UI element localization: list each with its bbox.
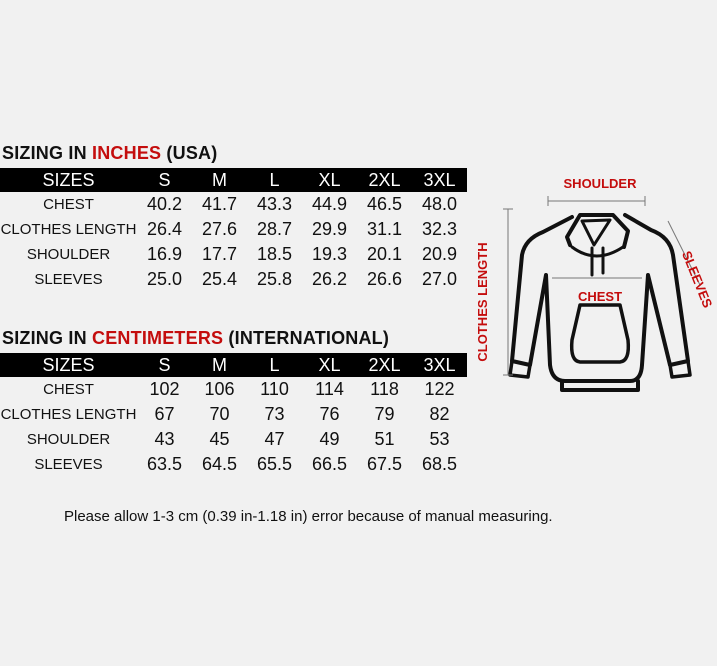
table-cell: 46.5 [366,194,403,214]
header-size-l: L [247,353,302,377]
table-row [0,217,467,242]
table-row [0,242,467,267]
table-cell: 16.9 [146,244,183,264]
table-cell: 45 [209,429,230,449]
table-cell: 106 [204,379,235,399]
inches-title-unit: INCHES [92,143,162,163]
table-row [0,377,467,402]
table-cell: 31.1 [366,219,403,239]
table-cell: 65.5 [256,454,293,474]
table-cell: 68.5 [421,454,458,474]
clothes-length-label: CLOTHES LENGTH [475,242,490,362]
centimeters-size-table [0,353,467,477]
table-cell: 44.9 [311,194,348,214]
header-size-xl: XL [302,353,357,377]
table-row [0,192,467,217]
header-sizes: SIZES [0,168,137,192]
table-cell: 67 [154,404,175,424]
header-size-xl: XL [302,168,357,192]
table-cell: 66.5 [311,454,348,474]
measurement-disclaimer: Please allow 1-3 cm (0.39 in-1.18 in) error because of manual measuring. [64,508,553,525]
row-label-clothes-length: CLOTHES LENGTH [0,406,137,423]
chest-label: CHEST [577,289,623,304]
table-cell: 43.3 [256,194,293,214]
table-cell: 28.7 [256,219,293,239]
row-label-chest: CHEST [43,381,94,398]
hoodie-diagram [470,165,715,397]
header-size-3xl: 3XL [412,353,467,377]
centimeters-title-unit: CENTIMETERS [92,328,224,348]
table-cell: 41.7 [201,194,238,214]
table-cell: 122 [424,379,455,399]
row-label-chest: CHEST [43,196,94,213]
header-size-2xl: 2XL [357,168,412,192]
row-label-sleeves: SLEEVES [34,456,103,473]
shoulder-label: SHOULDER [563,176,637,191]
header-size-m: M [192,168,247,192]
table-cell: 25.4 [201,269,238,289]
table-cell: 27.0 [421,269,458,289]
header-size-2xl: 2XL [357,353,412,377]
table-cell: 82 [429,404,450,424]
centimeters-title-prefix: SIZING IN [2,328,93,348]
sleeves-label: SLEEVES [678,248,715,310]
header-sizes: SIZES [0,353,137,377]
table-cell: 79 [374,404,395,424]
table-cell: 43 [154,429,175,449]
table-cell: 25.8 [256,269,293,289]
table-row [0,452,467,477]
centimeters-header-row [0,353,467,377]
table-cell: 51 [374,429,395,449]
table-cell: 102 [149,379,180,399]
header-size-s: S [137,168,192,192]
header-size-m: M [192,353,247,377]
table-cell: 53 [429,429,450,449]
table-cell: 48.0 [421,194,458,214]
inches-title [2,143,217,164]
table-cell: 17.7 [201,244,238,264]
table-cell: 18.5 [256,244,293,264]
table-cell: 118 [370,379,399,399]
table-row [0,427,467,452]
table-cell: 73 [264,404,285,424]
table-cell: 67.5 [366,454,403,474]
table-cell: 27.6 [201,219,238,239]
header-size-s: S [137,353,192,377]
inches-title-suffix: (USA) [161,143,218,163]
table-cell: 26.6 [366,269,403,289]
header-size-l: L [247,168,302,192]
table-cell: 20.1 [366,244,403,264]
table-cell: 32.3 [421,219,458,239]
header-size-3xl: 3XL [412,168,467,192]
table-cell: 114 [315,379,344,399]
table-cell: 110 [260,379,289,399]
row-label-sleeves: SLEEVES [34,271,103,288]
table-cell: 25.0 [146,269,183,289]
table-cell: 64.5 [201,454,238,474]
table-cell: 49 [319,429,340,449]
table-cell: 40.2 [146,194,183,214]
table-cell: 29.9 [311,219,348,239]
table-cell: 47 [264,429,285,449]
table-cell: 26.4 [146,219,183,239]
table-cell: 76 [319,404,340,424]
inches-header-row [0,168,467,192]
row-label-shoulder: SHOULDER [26,246,111,263]
table-cell: 70 [209,404,230,424]
inches-size-table [0,168,467,292]
table-row [0,402,467,427]
table-cell: 63.5 [146,454,183,474]
table-cell: 19.3 [311,244,348,264]
centimeters-title [2,328,389,349]
table-cell: 20.9 [421,244,458,264]
table-cell: 26.2 [311,269,348,289]
centimeters-title-suffix: (INTERNATIONAL) [223,328,390,348]
row-label-clothes-length: CLOTHES LENGTH [0,221,137,238]
table-row [0,267,467,292]
row-label-shoulder: SHOULDER [26,431,111,448]
inches-title-prefix: SIZING IN [2,143,93,163]
